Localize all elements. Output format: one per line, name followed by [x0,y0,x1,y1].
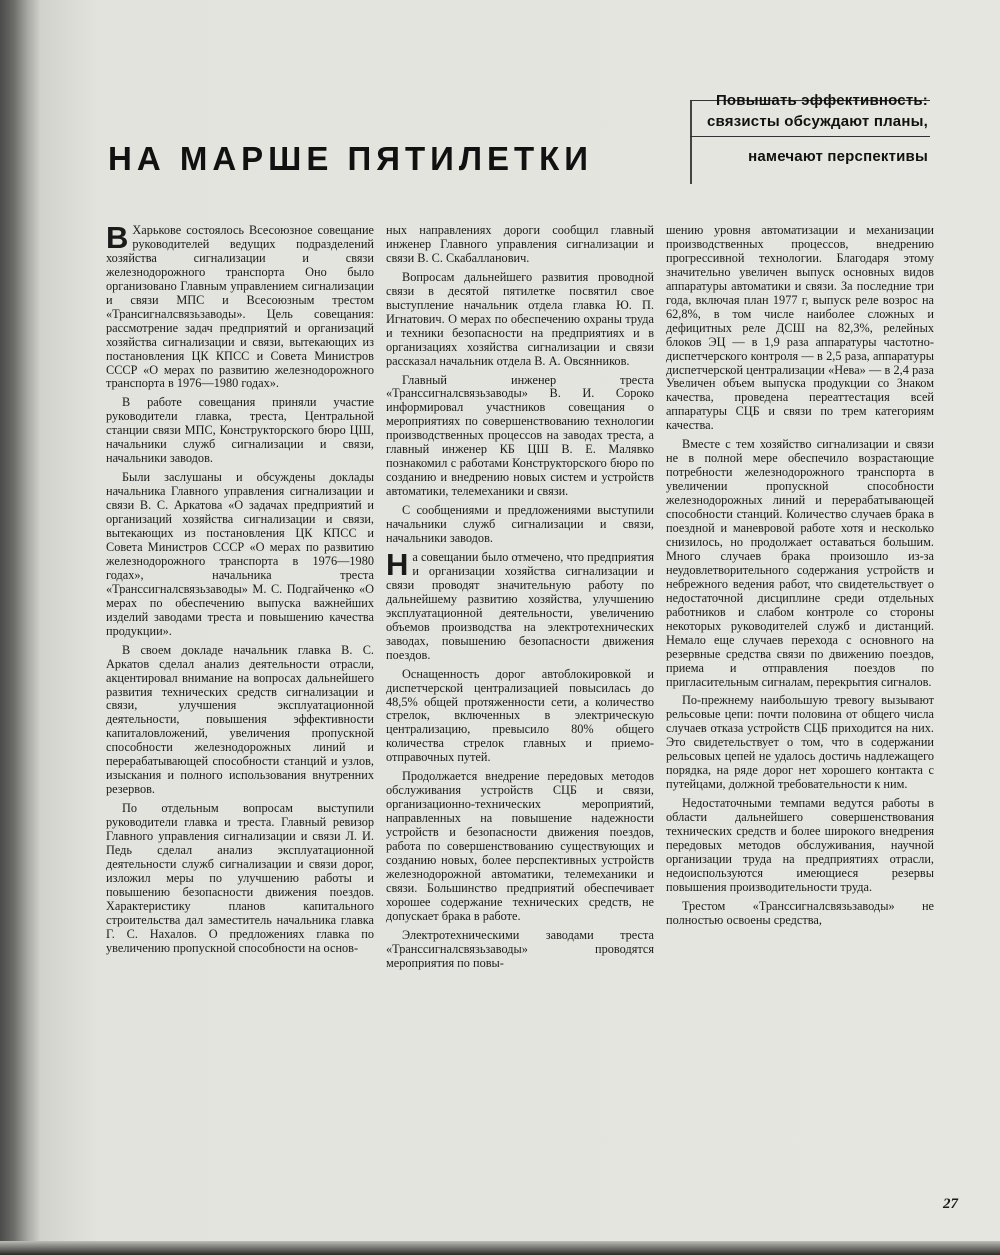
paragraph: По отдельным вопросам выступили руководители главка и треста. Главный ревизор Главного управления сигнализации и связи Л. И. Педь сделал анализ эксплуатационной деятельности служб сигнализации и связи дорог, изложил меры по улучшению работы и повышению безопасности движения поездов. Характеристику планов капитального строительства дал заместитель начальника главка Г. С. Нахалов. О предложениях главка по увеличению пропускной способности на основ- [106,801,374,955]
kicker-line-1: Повышать эффективность: [715,92,928,109]
paragraph: Были заслушаны и обсуждены доклады начальника Главного управления сигнализации и связи В. С. Аркатова «О задачах предприятий и организаций хозяйства сигнализации и связи, вытекающих из постановления ЦК КПСС и Совета Министров СССР «О мерах по развитию железнодорожного транспорта в 1976—1980 годах», начальника треста «Транссигналсвязьзаводы» М. С. Подгайченко «О мерах по обеспечению выпуска важнейших изделий заводами треста и повышению качества продукции». [106,470,374,638]
paragraph: Оснащенность дорог автоблокировкой и диспетчерской централизацией повысилась до 48,5% общей протяженности сети, а количество стрелок, включенных в электрическую централизацию, превысило 80% общего количества стрелок главных и приемо-отправочных путей. [386,666,654,765]
kicker-rule-2 [690,136,930,137]
paragraph-text: а совещании было отмечено, что предприятия и организации хозяйства сигнализации и связи проводят значительную работу по дальнейшему развитию хозяйства, улучшению эксплуатационной деятельности, увеличению объемов производства на электротехнических заводах, повышению безопасности движения поездов. [386,549,654,662]
article-headline: НА МАРШЕ ПЯТИЛЕТКИ [108,140,594,177]
kicker-vertical-rule [690,100,692,184]
paragraph: Продолжается внедрение передовых методов обслуживания устройств СЦБ и связи, организационно-технических мероприятий, направленных на повышение надежности устройств и безопасности движения поездов, работа по совершенствованию существующих и созданию новых, более перспективных устройств железнодорожной автоматики, телемеханики и связи. Большинство предприятий обеспечивает хорошее содержание технических средств, не допускает брака в работе. [386,769,654,923]
paragraph: В работе совещания приняли участие руководители главка, треста, Центральной станции связи МПС, Конструкторского бюро ЦШ, начальники служб сигнализации и связи, начальники заводов. [106,395,374,466]
page-bottom-edge [0,1241,1000,1255]
paragraph: По-прежнему наибольшую тревогу вызывают рельсовые цепи: почти половина от общего числа случаев отказа устройств СЦБ приходится на них. Это свидетельствует о том, что в содержании рельсовых цепей не удалось достичь надлежащего порядка, на ряде дорог нет хорошего контакта с путейцами, должной требовательности к ним. [666,693,934,792]
paragraph: Трестом «Транссигналсвязьзаводы» не полностью освоены средства, [666,898,934,927]
paragraph [106,220,374,391]
drop-cap: В [106,220,129,255]
text-column-3 [666,224,934,933]
text-column-2 [386,224,654,976]
text-column-1 [106,220,374,961]
paragraph: Недостаточными темпами ведутся работы в области дальнейшего совершенствования технических средств и более широкого внедрения передовых методов обслуживания, научной организации труда на предприятиях отрасли, недоиспользуются имеющиеся резервы повышения производительности труда. [666,796,934,894]
paragraph [386,546,654,663]
paragraph: ных направлениях дороги сообщил главный инженер Главного управления сигнализации и связи В. С. Скабалланович. [386,223,654,265]
paragraph: В своем докладе начальник главка В. С. Аркатов сделал анализ деятельности отрасли, акцентировал внимание на вопросах дальнейшего развития технических средств сигнализации и связи, улучшения эксплуатационной деятельности, повышения эффективности капиталовложений, увеличения пропускной способности железнодорожных линий и перерабатывающей способности станций и узлов, изыскания и полного использования внутренних резервов. [106,642,374,797]
drop-cap: Н [386,546,409,582]
paragraph: Электротехническими заводами треста «Транссигналсвязьзаводы» проводятся мероприятия по повы- [386,927,654,970]
paragraph: Главный инженер треста «Транссигналсвязьзаводы» В. И. Сороко информировал участников совещания о мероприятиях по совершенствованию технологии производственных процессов на заводах треста, а главный инженер КБ ЦШ В. Е. Малявко познакомил с работами Конструкторского бюро по созданию и внедрению новых систем и устройств автоматики, телемеханики и связи. [386,372,654,499]
paragraph: С сообщениями и предложениями выступили начальники служб сигнализации и связи, начальники заводов. [386,503,654,546]
kicker-line-2: связисты обсуждают планы, [707,113,928,130]
book-spine-shadow [0,0,40,1255]
paragraph: шению уровня автоматизации и механизации производственных процессов, внедрению прогрессивной технологии. Благодаря этому значительно увеличен выпуск основных видов аппаратуры автоматики и связи. За последние три года, включая план 1977 г, выпуск реле возрос на 62,8%, в том числе наиболее сложных и дефицитных реле ДСШ на 82,3%, релейных блоков ЭЦ — в 1,9 раза аппаратуры частотно-диспетчерского контроля — в 2,5 раза, аппаратуры диспетчерской централизации «Нева» — в 2,4 раза Увеличен объем выпуска продукции со Знаком качества, проведена переаттестация всей аппаратуры СЦБ и связи по трем категориям качества. [666,223,934,433]
page-number: 27 [943,1196,958,1212]
paragraph: Вопросам дальнейшего развития проводной связи в десятой пятилетке посвятил свое выступление начальник отдела главка Ю. П. Игнатович. О мерах по обеспечению охраны труда и техники безопасности на предприятиях и в организациях хозяйства сигнализации и связи рассказал начальник отдела В. А. Овсянников. [386,269,654,368]
paragraph-text: Харькове состоялось Всесоюзное совещание руководителей ведущих подразделений хозяйства сигнализации и связи железнодорожного транспорта Оно было организовано Главным управлением сигнализации и связи МПС и Всесоюзным трестом «Трансигналсвязьзаводы». Цель совещания: рассмотрение задач предприятий и организаций хозяйства сигнализации и связи, вытекающих из постановления ЦК КПСС и Совета Министров СССР «О мерах по развитию железнодорожного транспорта в 1976—1980 годах». [106,223,374,391]
paragraph: Вместе с тем хозяйство сигнализации и связи не в полной мере обеспечило возрастающие потребности железнодорожного транспорта в увеличении пропускной способности железнодорожных линий и перерабатывающей способности станций. Количество случаев брака в поездной и маневровой работе хотя и несколько снизилось, но продолжает оставаться большим. Много случаев брака произошло из-за неудовлетворительного содержания устройств и небрежного ведения работ, что свидетельствует о недостаточной дисциплине среди отдельных работников и слабом контроле со стороны некоторых руководителей служб и дистанций. Немало еще случаев перехода с основного на резервные средства связи по движению поездов, приема и отправления поездов по пригласительным сигналам, перекрытия сигналов. [666,437,934,689]
kicker-line-3: намечают перспективы [748,148,928,165]
